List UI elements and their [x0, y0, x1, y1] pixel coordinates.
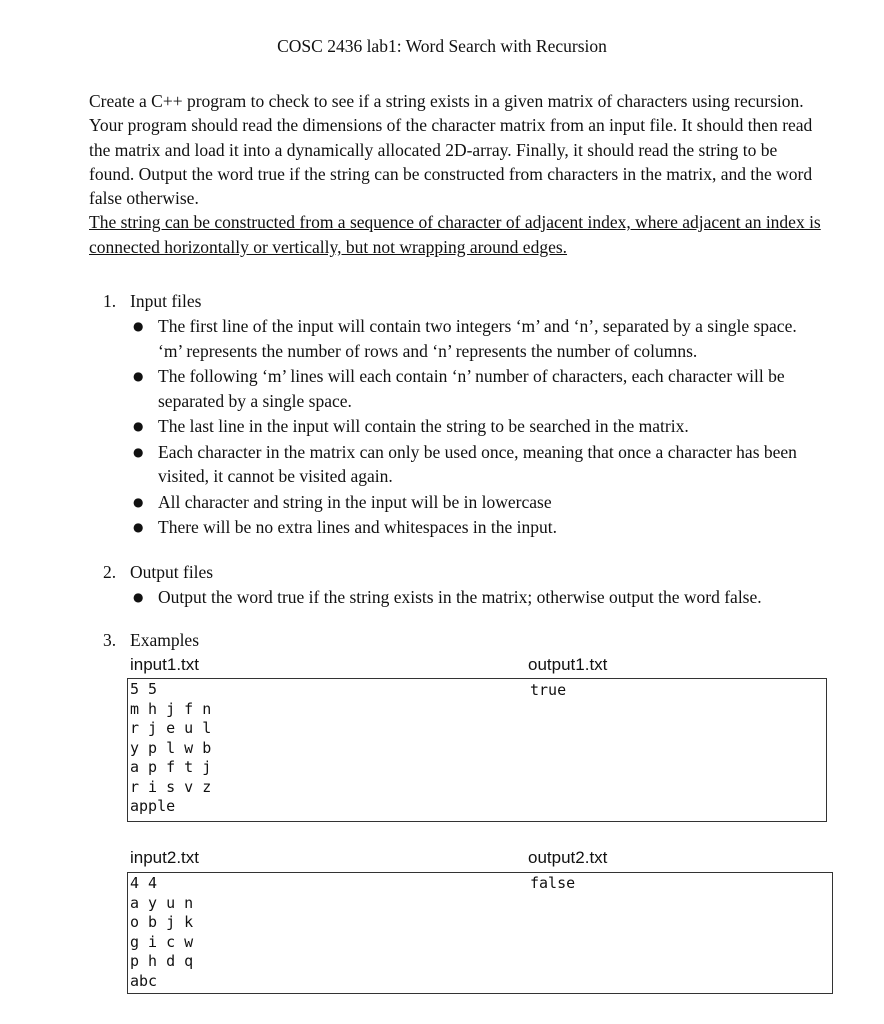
section-number: 3. — [103, 630, 117, 650]
intro-paragraph: Create a C++ program to check to see if a string exists in a given matrix of characters using recursion. Your program should read the dimensions of the character matrix from an input file. It should then read the matrix and load it into a dynamically allocated 2D-array. Finally, it should read the string to be found. Output the word true if the string can be constructed from characters in the matrix, and the word false otherwise. — [89, 91, 813, 209]
list-item: ● The first line of the input will contain two integers ‘m’ and ‘n’, separated by a single space. ‘m’ represents the number of rows and ‘n’ represents the number of columns. — [133, 316, 797, 361]
list-item: ● The last line in the input will contain the string to be searched in the matrix. — [89, 414, 798, 439]
section-heading — [89, 560, 829, 585]
list-item: ● Each character in the matrix can only be used once, meaning that once a character has been visited, it cannot be visited again. — [133, 441, 797, 486]
bullet-list — [89, 314, 829, 540]
document-title: COSC 2436 lab1: Word Search with Recursion — [277, 36, 607, 56]
output1-box — [525, 678, 827, 822]
section-label: Input files — [130, 291, 202, 311]
section-label: Output files — [130, 562, 214, 582]
bullet-icon: ● — [133, 319, 144, 333]
adjacency-note: The string can be constructed from a sequence of character of adjacent index, where adjacent an index is connected horizontally or vertically, but not wrapping around edges. — [89, 212, 821, 257]
bullet-icon: ● — [133, 419, 144, 433]
output1-filename: output1.txt — [528, 655, 608, 674]
input2-filename: input2.txt — [130, 848, 199, 867]
input2-content: 4 4 a y u n o b j k g i c w p h d q abc — [130, 874, 194, 990]
output2-filename: output2.txt — [528, 848, 608, 867]
bullet-list — [89, 585, 829, 610]
bullet-icon: ● — [133, 494, 144, 509]
list-item: ● The following ‘m’ lines will each contain ‘n’ number of characters, each character will be separated by a single space. — [133, 366, 785, 411]
section-number: 1. — [103, 291, 117, 311]
section-heading — [89, 628, 829, 653]
input1-filename: input1.txt — [130, 655, 199, 674]
section-label: Examples — [130, 630, 200, 650]
section-examples — [89, 628, 829, 653]
output1-content: true — [530, 681, 567, 699]
section-input-files — [89, 289, 829, 541]
bullet-icon: ● — [133, 369, 144, 383]
list-item: ● Output the word true if the string exists in the matrix; otherwise output the word false. — [89, 585, 818, 610]
bullet-icon: ● — [133, 520, 144, 534]
section-number: 2. — [103, 562, 117, 582]
section-heading — [89, 289, 829, 314]
list-item: ● All character and string in the input will be in lowercase — [89, 490, 798, 515]
bullet-icon: ● — [133, 590, 144, 604]
output2-content: false — [530, 874, 576, 892]
bullet-icon: ● — [133, 444, 144, 459]
list-item: ● There will be no extra lines and whitespaces in the input. — [89, 515, 798, 540]
intro-block — [89, 89, 824, 259]
input1-content: 5 5 m h j f n r j e u l y p l w b a p f t j r i s v z apple — [130, 680, 212, 815]
example2-box — [127, 872, 833, 994]
section-output-files — [89, 560, 829, 611]
